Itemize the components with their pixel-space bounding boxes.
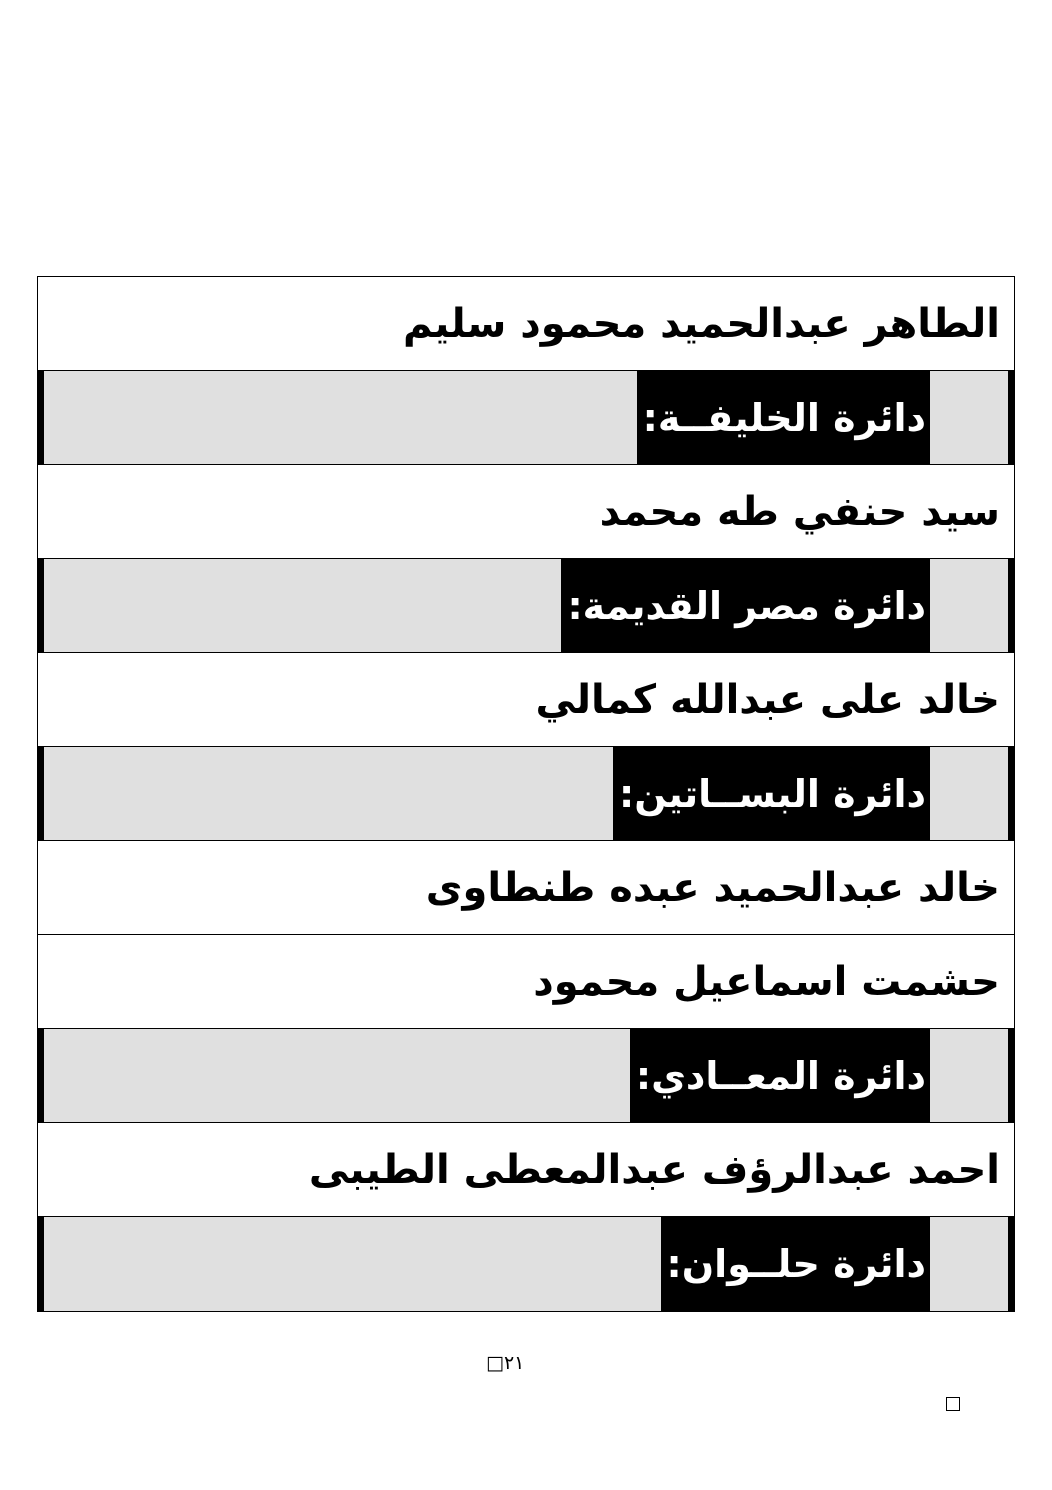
person-name: سيد حنفي طه محمد — [599, 488, 1000, 535]
district-row — [38, 747, 1014, 841]
person-name: خالد على عبدالله كمالي — [535, 676, 1000, 723]
district-label: دائرة الخليفــة: — [637, 371, 930, 464]
name-row — [38, 277, 1014, 371]
person-name: حشمت اسماعيل محمود — [533, 958, 1000, 1005]
district-row — [38, 371, 1014, 465]
names-table — [37, 276, 1015, 1312]
page-number: □٢١ — [486, 1352, 525, 1374]
placeholder-box-icon — [946, 1397, 960, 1411]
district-label: دائرة البســاتين: — [613, 747, 930, 840]
district-row — [38, 1217, 1014, 1311]
person-name: خالد عبدالحميد عبده طنطاوى — [425, 864, 1000, 911]
name-row — [38, 841, 1014, 935]
name-row — [38, 1123, 1014, 1217]
person-name: احمد عبدالرؤف عبدالمعطى الطيبى — [308, 1146, 1000, 1193]
district-row — [38, 559, 1014, 653]
district-label: دائرة حلــوان: — [661, 1217, 930, 1311]
district-row — [38, 1029, 1014, 1123]
person-name: الطاهر عبدالحميد محمود سليم — [402, 300, 1000, 347]
district-label: دائرة المعــادي: — [630, 1029, 930, 1122]
name-row — [38, 465, 1014, 559]
district-label: دائرة مصر القديمة: — [561, 559, 930, 652]
name-row — [38, 653, 1014, 747]
name-row — [38, 935, 1014, 1029]
